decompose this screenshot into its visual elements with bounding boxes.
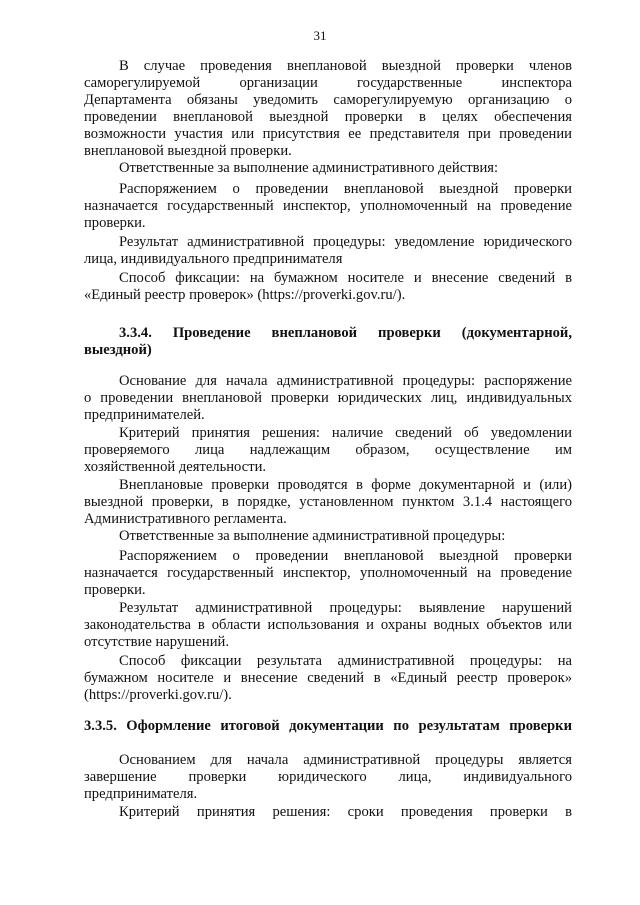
- paragraph-line: Ответственные за выполнение административной процедуры:: [119, 528, 506, 544]
- paragraph-line: о проведении внеплановой проверки юридических лиц, индивидуальных: [84, 390, 572, 406]
- paragraph-line: Результат административной процедуры: выявление нарушений: [119, 600, 572, 616]
- paragraph-line: Критерий принятия решения: наличие сведений об уведомлении: [119, 425, 572, 441]
- paragraph-line: Основание для начала административной процедуры: распоряжение: [119, 373, 572, 389]
- paragraph-line: Распоряжением о проведении внеплановой выездной проверки: [119, 548, 572, 564]
- paragraph-line: (https://proverki.gov.ru/).: [84, 687, 232, 703]
- section-heading-line: 3.3.5. Оформление итоговой документации по результатам проверки: [84, 718, 572, 734]
- paragraph-line: завершение проверки юридического лица, индивидуального: [84, 769, 572, 785]
- paragraph-line: бумажном носителе и внесение сведений в «Единый реестр проверок»: [84, 670, 572, 686]
- paragraph-line: предпринимателей.: [84, 407, 205, 423]
- paragraph-line: Департамента обязаны уведомить саморегулируемую организацию о: [84, 92, 572, 108]
- paragraph-line: лица, индивидуального предпринимателя: [84, 251, 343, 267]
- paragraph-line: возможности участия или присутствия ее представителя при проведении: [84, 126, 572, 142]
- paragraph-line: Административного регламента.: [84, 511, 287, 527]
- paragraph-line: Способ фиксации результата административной процедуры: на: [119, 653, 572, 669]
- paragraph-line: проверяемого лица надлежащим образом, осуществление им: [84, 442, 572, 458]
- paragraph-line: выездной проверки, в порядке, установленном пунктом 3.1.4 настоящего: [84, 494, 572, 510]
- paragraph-line: предпринимателя.: [84, 786, 198, 802]
- page-number: 31: [313, 28, 327, 43]
- paragraph-line: саморегулируемой организации государственные инспектора: [84, 75, 572, 91]
- paragraph-line: проведении внеплановой выездной проверки в целях обеспечения: [84, 109, 572, 125]
- paragraph-line: назначается государственный инспектор, уполномоченный на проведение: [84, 565, 572, 581]
- paragraph-line: В случае проведения внеплановой выездной проверки членов: [119, 58, 572, 74]
- paragraph-line: отсутствие нарушений.: [84, 634, 229, 650]
- paragraph-line: Результат административной процедуры: уведомление юридического: [119, 234, 572, 250]
- paragraph-line: внеплановой выездной проверки.: [84, 143, 292, 159]
- paragraph-line: проверки.: [84, 215, 146, 231]
- paragraph-line: Способ фиксации: на бумажном носителе и внесение сведений в: [119, 270, 572, 286]
- paragraph-line: законодательства в области использования и охраны водных объектов или: [84, 617, 572, 633]
- paragraph-line: назначается государственный инспектор, уполномоченный на проведение: [84, 198, 572, 214]
- paragraph-line: Внеплановые проверки проводятся в форме документарной и (или): [119, 477, 572, 493]
- paragraph-line: Ответственные за выполнение административного действия:: [119, 160, 499, 176]
- paragraph-line: Распоряжением о проведении внеплановой выездной проверки: [119, 181, 572, 197]
- section-heading-line: 3.3.4. Проведение внеплановой проверки (документарной,: [119, 325, 572, 341]
- section-heading-line: выездной): [84, 342, 152, 358]
- paragraph-line: «Единый реестр проверок» (https://proverki.gov.ru/).: [84, 287, 406, 303]
- paragraph-line: проверки.: [84, 582, 146, 598]
- paragraph-line: хозяйственной деятельности.: [84, 459, 267, 475]
- paragraph-line: Основанием для начала административной процедуры является: [119, 752, 572, 768]
- paragraph-line: Критерий принятия решения: сроки проведения проверки в: [119, 804, 572, 820]
